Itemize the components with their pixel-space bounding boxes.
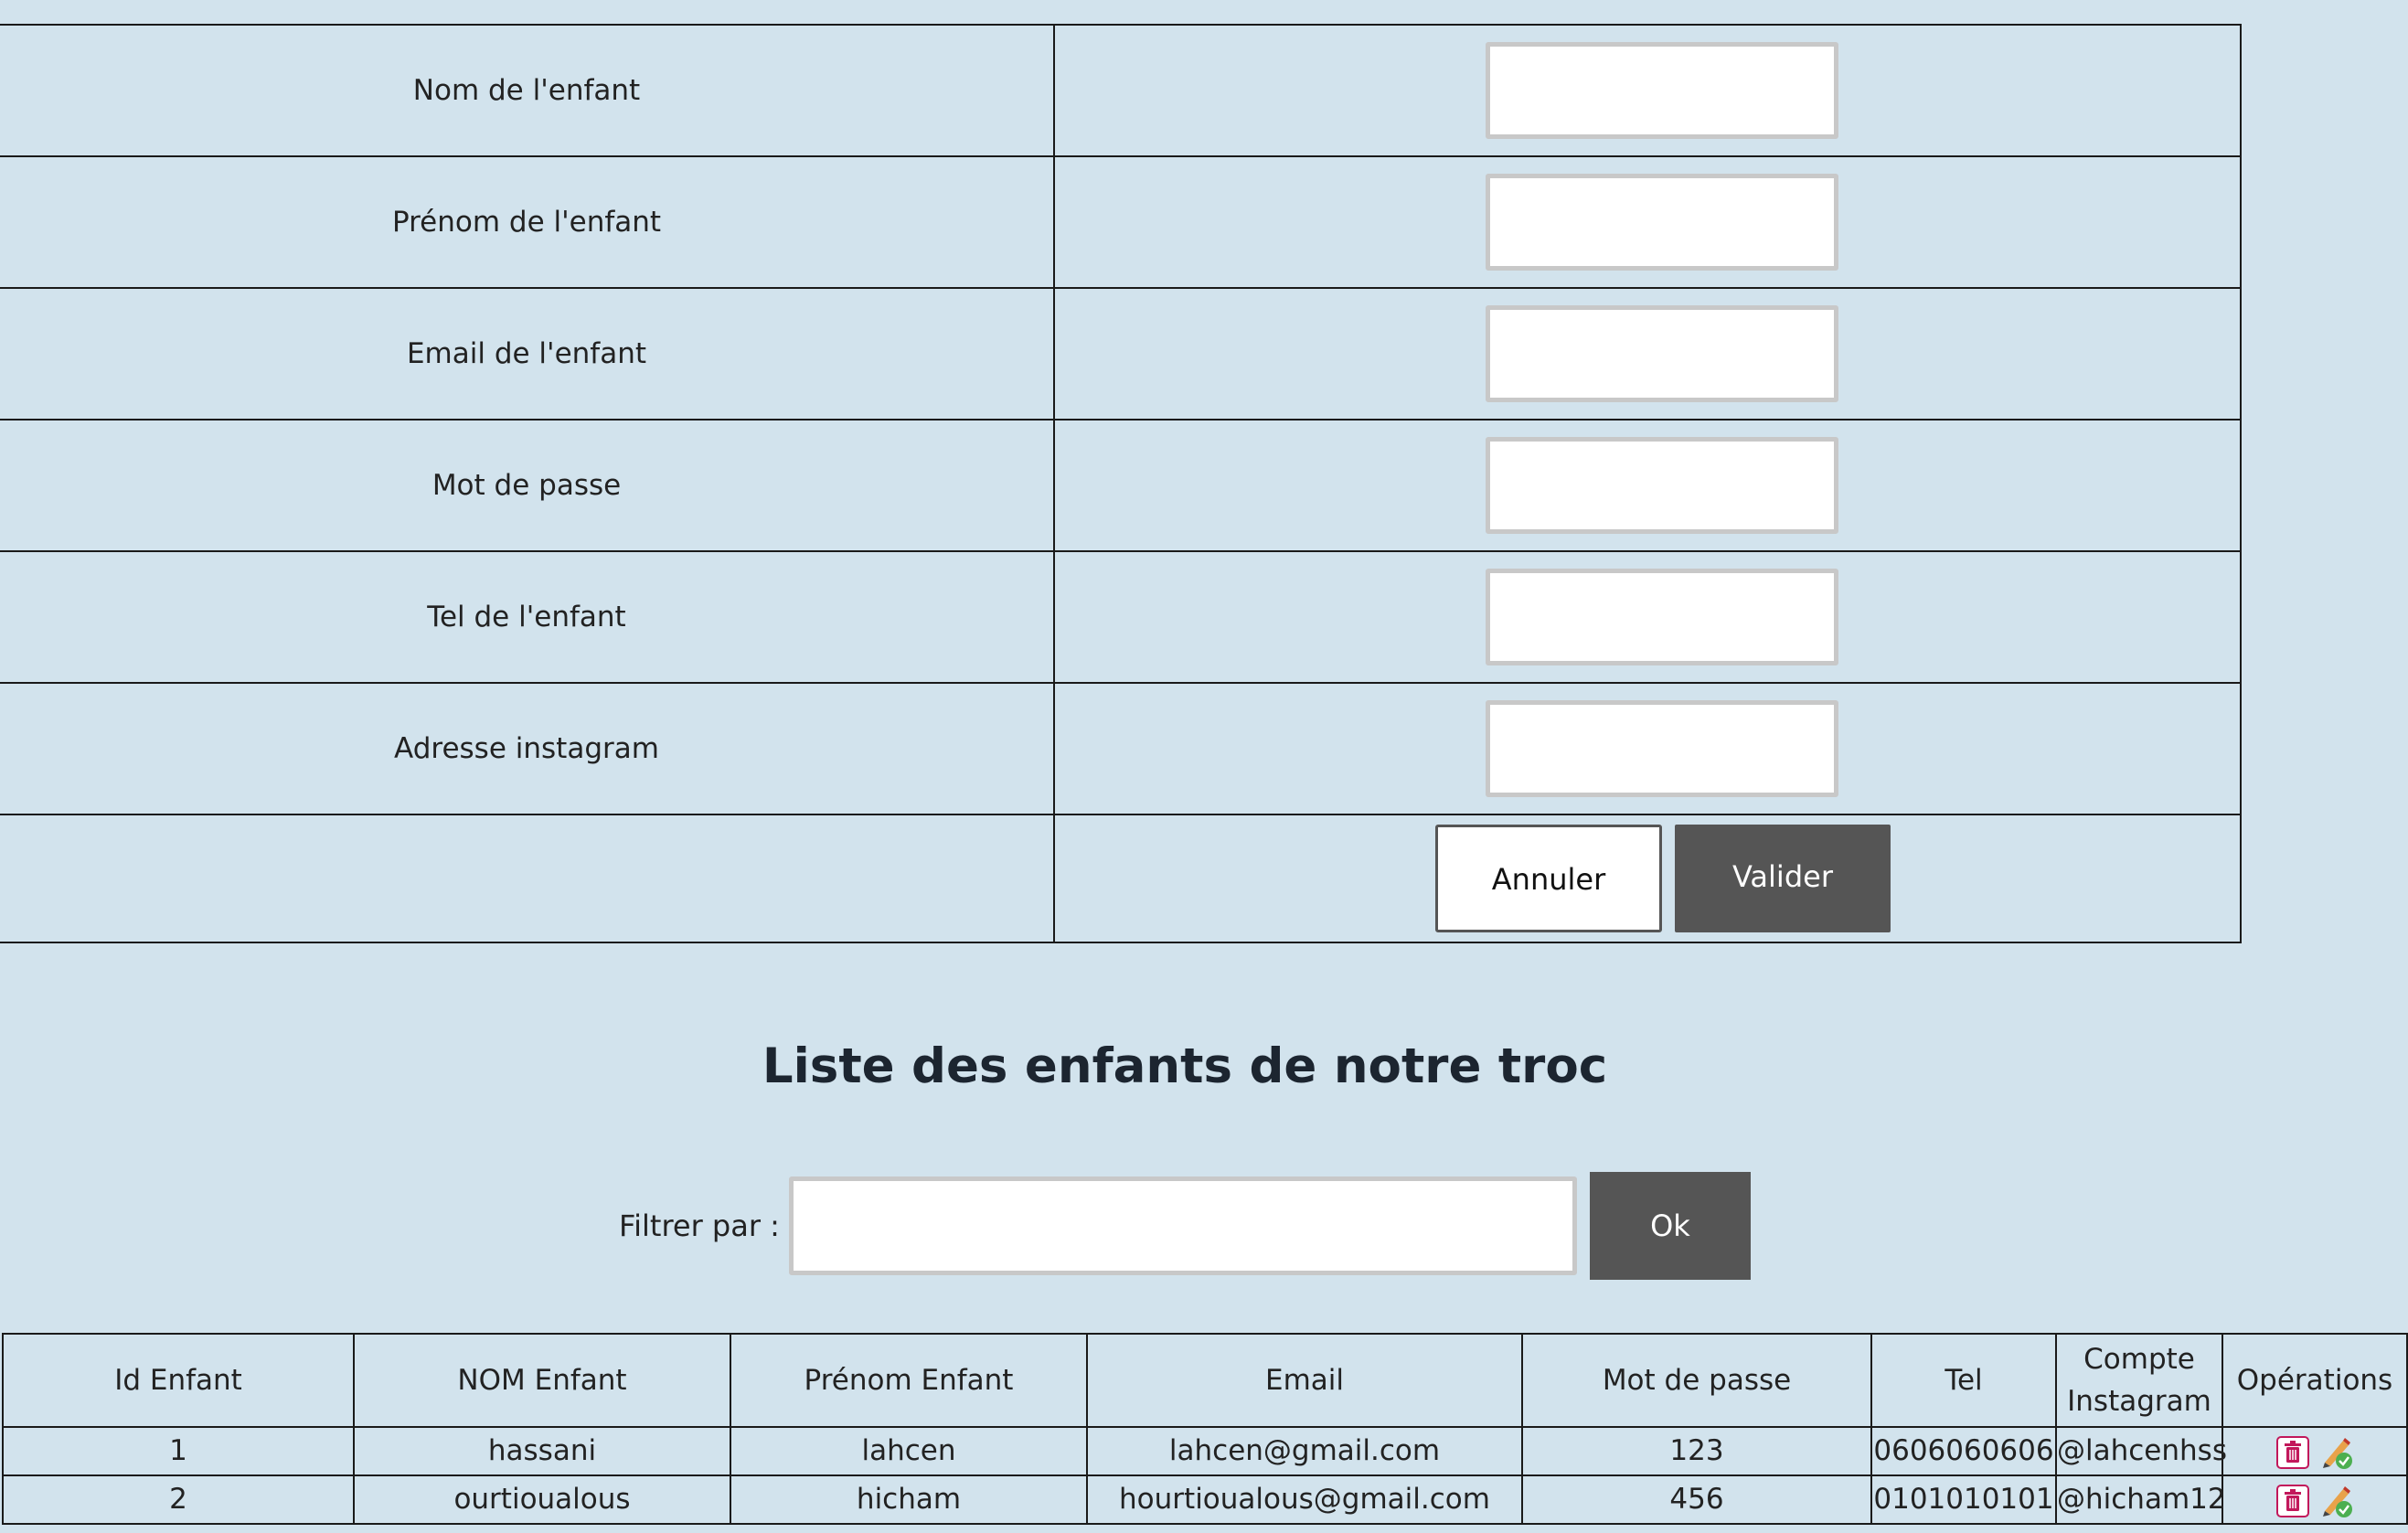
form-input-cell bbox=[1054, 25, 2241, 156]
form-label: Mot de passe bbox=[0, 420, 1054, 551]
form-row-nom bbox=[0, 25, 2241, 156]
filter-ok-button[interactable]: Ok bbox=[1590, 1172, 1751, 1280]
form-input-cell bbox=[1054, 683, 2241, 814]
form-row-instagram bbox=[0, 683, 2241, 814]
table-row bbox=[3, 1427, 2407, 1475]
cell-instagram: @lahcenhss bbox=[2056, 1427, 2222, 1475]
prenom-input[interactable] bbox=[1486, 174, 1838, 271]
form-label: Nom de l'enfant bbox=[0, 25, 1054, 156]
form-actions-row bbox=[0, 814, 2241, 942]
column-header-operations: Opérations bbox=[2222, 1334, 2407, 1427]
filter-label: Filtrer par : bbox=[619, 1208, 780, 1243]
cell-instagram: @hicham12 bbox=[2056, 1475, 2222, 1524]
form-label: Tel de l'enfant bbox=[0, 551, 1054, 683]
tel-input[interactable] bbox=[1486, 569, 1838, 665]
form-actions bbox=[1054, 814, 2241, 942]
cell-password: 456 bbox=[1522, 1475, 1871, 1524]
column-header-prenom: Prénom Enfant bbox=[730, 1334, 1087, 1427]
form-row-prenom bbox=[0, 156, 2241, 288]
table-row bbox=[3, 1475, 2407, 1524]
cell-prenom: lahcen bbox=[730, 1427, 1087, 1475]
instagram-input[interactable] bbox=[1486, 700, 1838, 797]
child-form bbox=[0, 24, 2242, 943]
cell-nom: hassani bbox=[354, 1427, 730, 1475]
nom-input[interactable] bbox=[1486, 42, 1838, 139]
table-header-row bbox=[3, 1334, 2407, 1427]
cell-id: 2 bbox=[3, 1475, 354, 1524]
column-header-instagram: Compte Instagram bbox=[2056, 1334, 2222, 1427]
cell-email: hourtioualous@gmail.com bbox=[1087, 1475, 1522, 1524]
column-header-password: Mot de passe bbox=[1522, 1334, 1871, 1427]
form-input-cell bbox=[1054, 420, 2241, 551]
column-header-email: Email bbox=[1087, 1334, 1522, 1427]
password-input[interactable] bbox=[1486, 437, 1838, 534]
cancel-button[interactable]: Annuler bbox=[1435, 825, 1662, 932]
cell-tel: 0101010101 bbox=[1871, 1475, 2056, 1524]
trash-icon[interactable] bbox=[2275, 1484, 2310, 1518]
form-row-tel bbox=[0, 551, 2241, 683]
filter-bar bbox=[0, 1172, 2370, 1280]
form-input-cell bbox=[1054, 288, 2241, 420]
form-input-cell bbox=[1054, 156, 2241, 288]
edit-pencil-check-icon[interactable] bbox=[2319, 1435, 2354, 1470]
column-header-tel: Tel bbox=[1871, 1334, 2056, 1427]
cell-email: lahcen@gmail.com bbox=[1087, 1427, 1522, 1475]
cell-operations bbox=[2222, 1427, 2407, 1475]
submit-button[interactable]: Valider bbox=[1675, 825, 1891, 932]
form-row-password bbox=[0, 420, 2241, 551]
filter-input[interactable] bbox=[789, 1176, 1577, 1275]
cell-nom: ourtioualous bbox=[354, 1475, 730, 1524]
children-table bbox=[2, 1333, 2408, 1525]
column-header-nom: NOM Enfant bbox=[354, 1334, 730, 1427]
cell-prenom: hicham bbox=[730, 1475, 1087, 1524]
edit-pencil-check-icon[interactable] bbox=[2319, 1484, 2354, 1518]
form-input-cell bbox=[1054, 551, 2241, 683]
cell-tel: 0606060606 bbox=[1871, 1427, 2056, 1475]
trash-icon[interactable] bbox=[2275, 1435, 2310, 1470]
cell-operations bbox=[2222, 1475, 2407, 1524]
cell-password: 123 bbox=[1522, 1427, 1871, 1475]
form-label: Email de l'enfant bbox=[0, 288, 1054, 420]
cell-id: 1 bbox=[3, 1427, 354, 1475]
form-row-email bbox=[0, 288, 2241, 420]
form-label: Prénom de l'enfant bbox=[0, 156, 1054, 288]
empty-cell bbox=[0, 814, 1054, 942]
form-label: Adresse instagram bbox=[0, 683, 1054, 814]
column-header-id: Id Enfant bbox=[3, 1334, 354, 1427]
page-title: Liste des enfants de notre troc bbox=[762, 1038, 1608, 1094]
email-input[interactable] bbox=[1486, 305, 1838, 402]
